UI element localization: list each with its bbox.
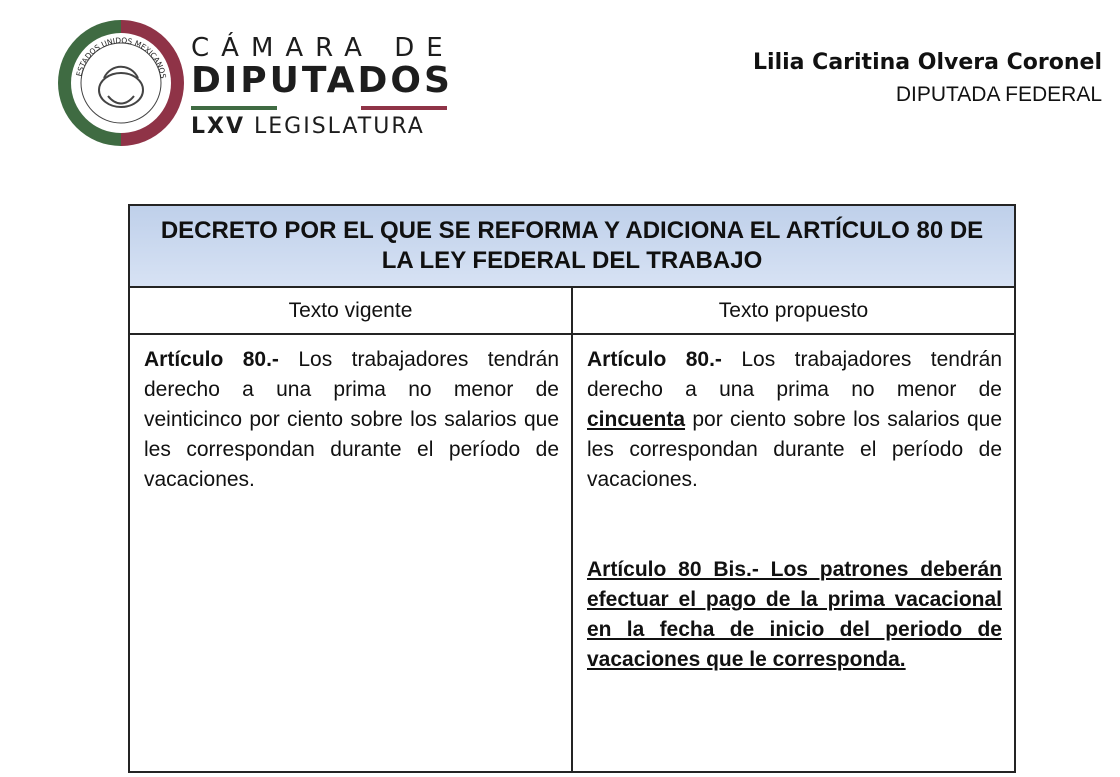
proposed-article-intro: Los trabajadores tendrán derecho a una prima no menor de	[587, 348, 1002, 401]
deputy-block	[753, 50, 1102, 107]
table-title-cell	[129, 205, 1015, 287]
column-header-current: Texto vigente	[129, 287, 572, 334]
table-title: DECRETO POR EL QUE SE REFORMA Y ADICIONA EL ARTÍCULO 80 DE LA LEY FEDERAL DEL TRABAJO	[160, 217, 984, 274]
deputy-role: DIPUTADA FEDERAL	[895, 83, 1102, 106]
chamber-wordmark	[191, 34, 453, 140]
proposed-article-label: Artículo 80.-	[587, 348, 722, 371]
color-rules	[191, 106, 449, 114]
proposed-text-cell	[572, 334, 1015, 772]
red-rule	[361, 106, 447, 110]
paragraph-spacer	[587, 495, 1002, 555]
chamber-logo	[56, 18, 456, 143]
current-article-label: Artículo 80.-	[144, 348, 279, 371]
current-article-text: Los trabajadores tendrán derecho a una prima no menor de veinticinco por ciento sobre los salarios que les correspondan durante el período de vacaciones.	[144, 348, 559, 491]
comparison-table	[128, 204, 1016, 773]
chamber-top-text: CÁMARA DE	[191, 33, 455, 63]
proposed-article-change: cincuenta	[587, 408, 686, 431]
chamber-seal-icon	[56, 18, 186, 148]
current-text-cell	[129, 334, 572, 772]
column-header-proposed: Texto propuesto	[572, 287, 1015, 334]
green-rule	[191, 106, 277, 110]
proposed-article-bis: Artículo 80 Bis.- Los patrones deberán efectuar el pago de la prima vacacional en la fecha de inicio del periodo de vacaciones que le corresponda.	[587, 558, 1002, 671]
current-article	[144, 345, 559, 495]
legislature-number: LXV	[191, 114, 246, 139]
legislature-word: LEGISLATURA	[254, 114, 425, 139]
proposed-article-rest: por ciento sobre los salarios que les correspondan durante el período de vacaciones.	[587, 408, 1002, 491]
legislature-label	[191, 114, 453, 140]
seal-text: ESTADOS UNIDOS MEXICANOS	[74, 35, 168, 80]
deputy-name: Lilia Caritina Olvera Coronel	[753, 50, 1102, 75]
chamber-main-text: DIPUTADOS	[191, 60, 453, 101]
proposed-article	[587, 345, 1002, 495]
